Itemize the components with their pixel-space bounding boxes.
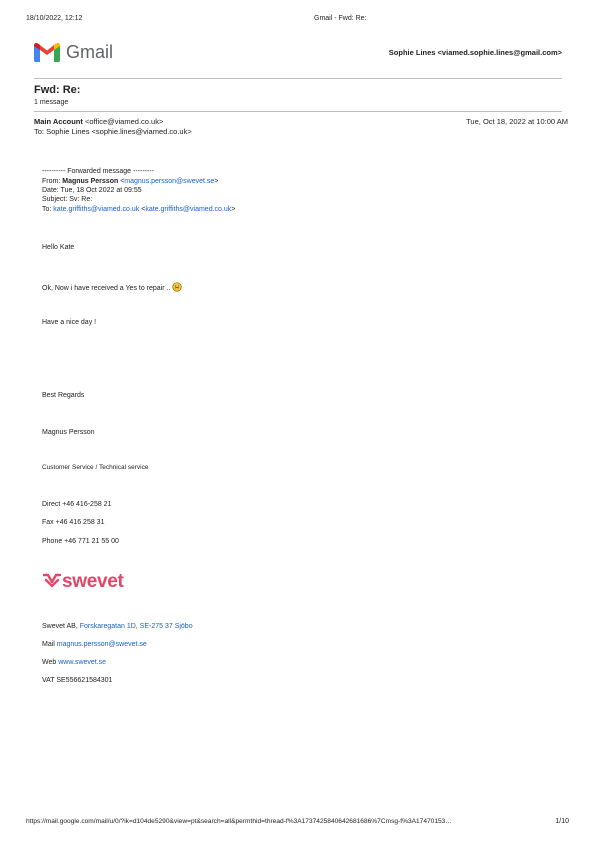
bracket-close: > <box>214 178 219 185</box>
gmail-logo-text: Gmail <box>66 42 114 62</box>
signature-role: Customer Service / Technical service <box>42 464 149 471</box>
thread-divider <box>34 111 562 112</box>
company-address-line <box>42 623 193 630</box>
phone-fax: Fax +46 416 258 31 <box>42 519 105 526</box>
print-page-title: Gmail - Fwd: Re: <box>314 15 367 22</box>
forward-from-email-link[interactable]: magnus.persson@swevet.se <box>124 178 215 185</box>
bracket-open: < <box>139 206 146 213</box>
mail-link[interactable]: magnus.persson@swevet.se <box>56 641 147 648</box>
bracket-open: < <box>118 178 125 185</box>
greeting: Hello Kate <box>42 244 75 251</box>
swevet-logo <box>42 571 124 593</box>
phone-main: Phone +46 771 21 55 00 <box>42 538 119 545</box>
body-line-1 <box>42 282 182 294</box>
forward-to <box>42 206 235 213</box>
mail-label: Mail <box>42 641 57 648</box>
forward-separator: ---------- Forwarded message --------- <box>42 168 154 175</box>
phone-direct: Direct +46 416-258 21 <box>42 501 112 508</box>
web-link[interactable]: www.swevet.se <box>58 659 107 666</box>
print-datetime: 18/10/2022, 12:12 <box>26 15 83 22</box>
forward-to-label: To: <box>42 206 54 213</box>
sender-line <box>34 117 163 126</box>
body-line-2: Have a nice day ! <box>42 319 97 326</box>
forward-from <box>42 178 218 185</box>
forward-to-email-link[interactable]: kate.griffiths@viamed.co.uk <box>53 206 140 213</box>
recipient-line: To: Sophie Lines <sophie.lines@viamed.co.uk> <box>34 127 192 136</box>
address-link[interactable]: Forskaregatan 1D, SE-275 37 Sjöbo <box>79 623 193 630</box>
forward-date: Date: Tue, 18 Oct 2022 at 09:55 <box>42 187 142 194</box>
forward-from-label: From: <box>42 178 63 185</box>
footer-url: https://mail.google.com/mail/u/0/?ik=d104de5290&view=pt&search=all&permthid=thread-f%3A1737425840642681686%7Cmsg-f%3A17470153… <box>26 818 452 825</box>
footer-page-number: 1/10 <box>555 818 569 825</box>
account-email: Sophie Lines <viamed.sophie.lines@gmail.com> <box>388 48 562 57</box>
thread-subject: Fwd: Re: <box>34 84 81 96</box>
web-label: Web <box>42 659 59 666</box>
forward-to-email-link-2[interactable]: kate.griffiths@viamed.co.uk <box>145 206 232 213</box>
header-divider <box>34 78 562 79</box>
forward-from-name: Magnus Persson <box>62 178 119 185</box>
body-line-1-text: Ok, Now i have received a Yes to repair .. <box>42 284 173 292</box>
company-web-line <box>42 659 106 666</box>
bracket-close: > <box>231 206 236 213</box>
company-mail-line <box>42 641 147 648</box>
swevet-logo-text: swevet <box>62 571 124 592</box>
message-date: Tue, Oct 18, 2022 at 10:00 AM <box>466 117 568 126</box>
sender-name: Main Account <box>34 117 83 126</box>
vat-number: VAT SE556621584301 <box>42 677 113 684</box>
company-name: Swevet AB, <box>42 623 80 630</box>
swevet-heart-icon <box>42 572 62 593</box>
sender-email: <office@viamed.co.uk> <box>84 117 164 126</box>
signature-name: Magnus Persson <box>42 429 95 436</box>
sign-off: Best Regards <box>42 392 85 399</box>
message-count: 1 message <box>34 99 69 106</box>
forward-subject: Subject: Sv: Re: <box>42 196 93 203</box>
emoji-icon <box>172 282 182 294</box>
gmail-logo-icon <box>34 42 60 62</box>
